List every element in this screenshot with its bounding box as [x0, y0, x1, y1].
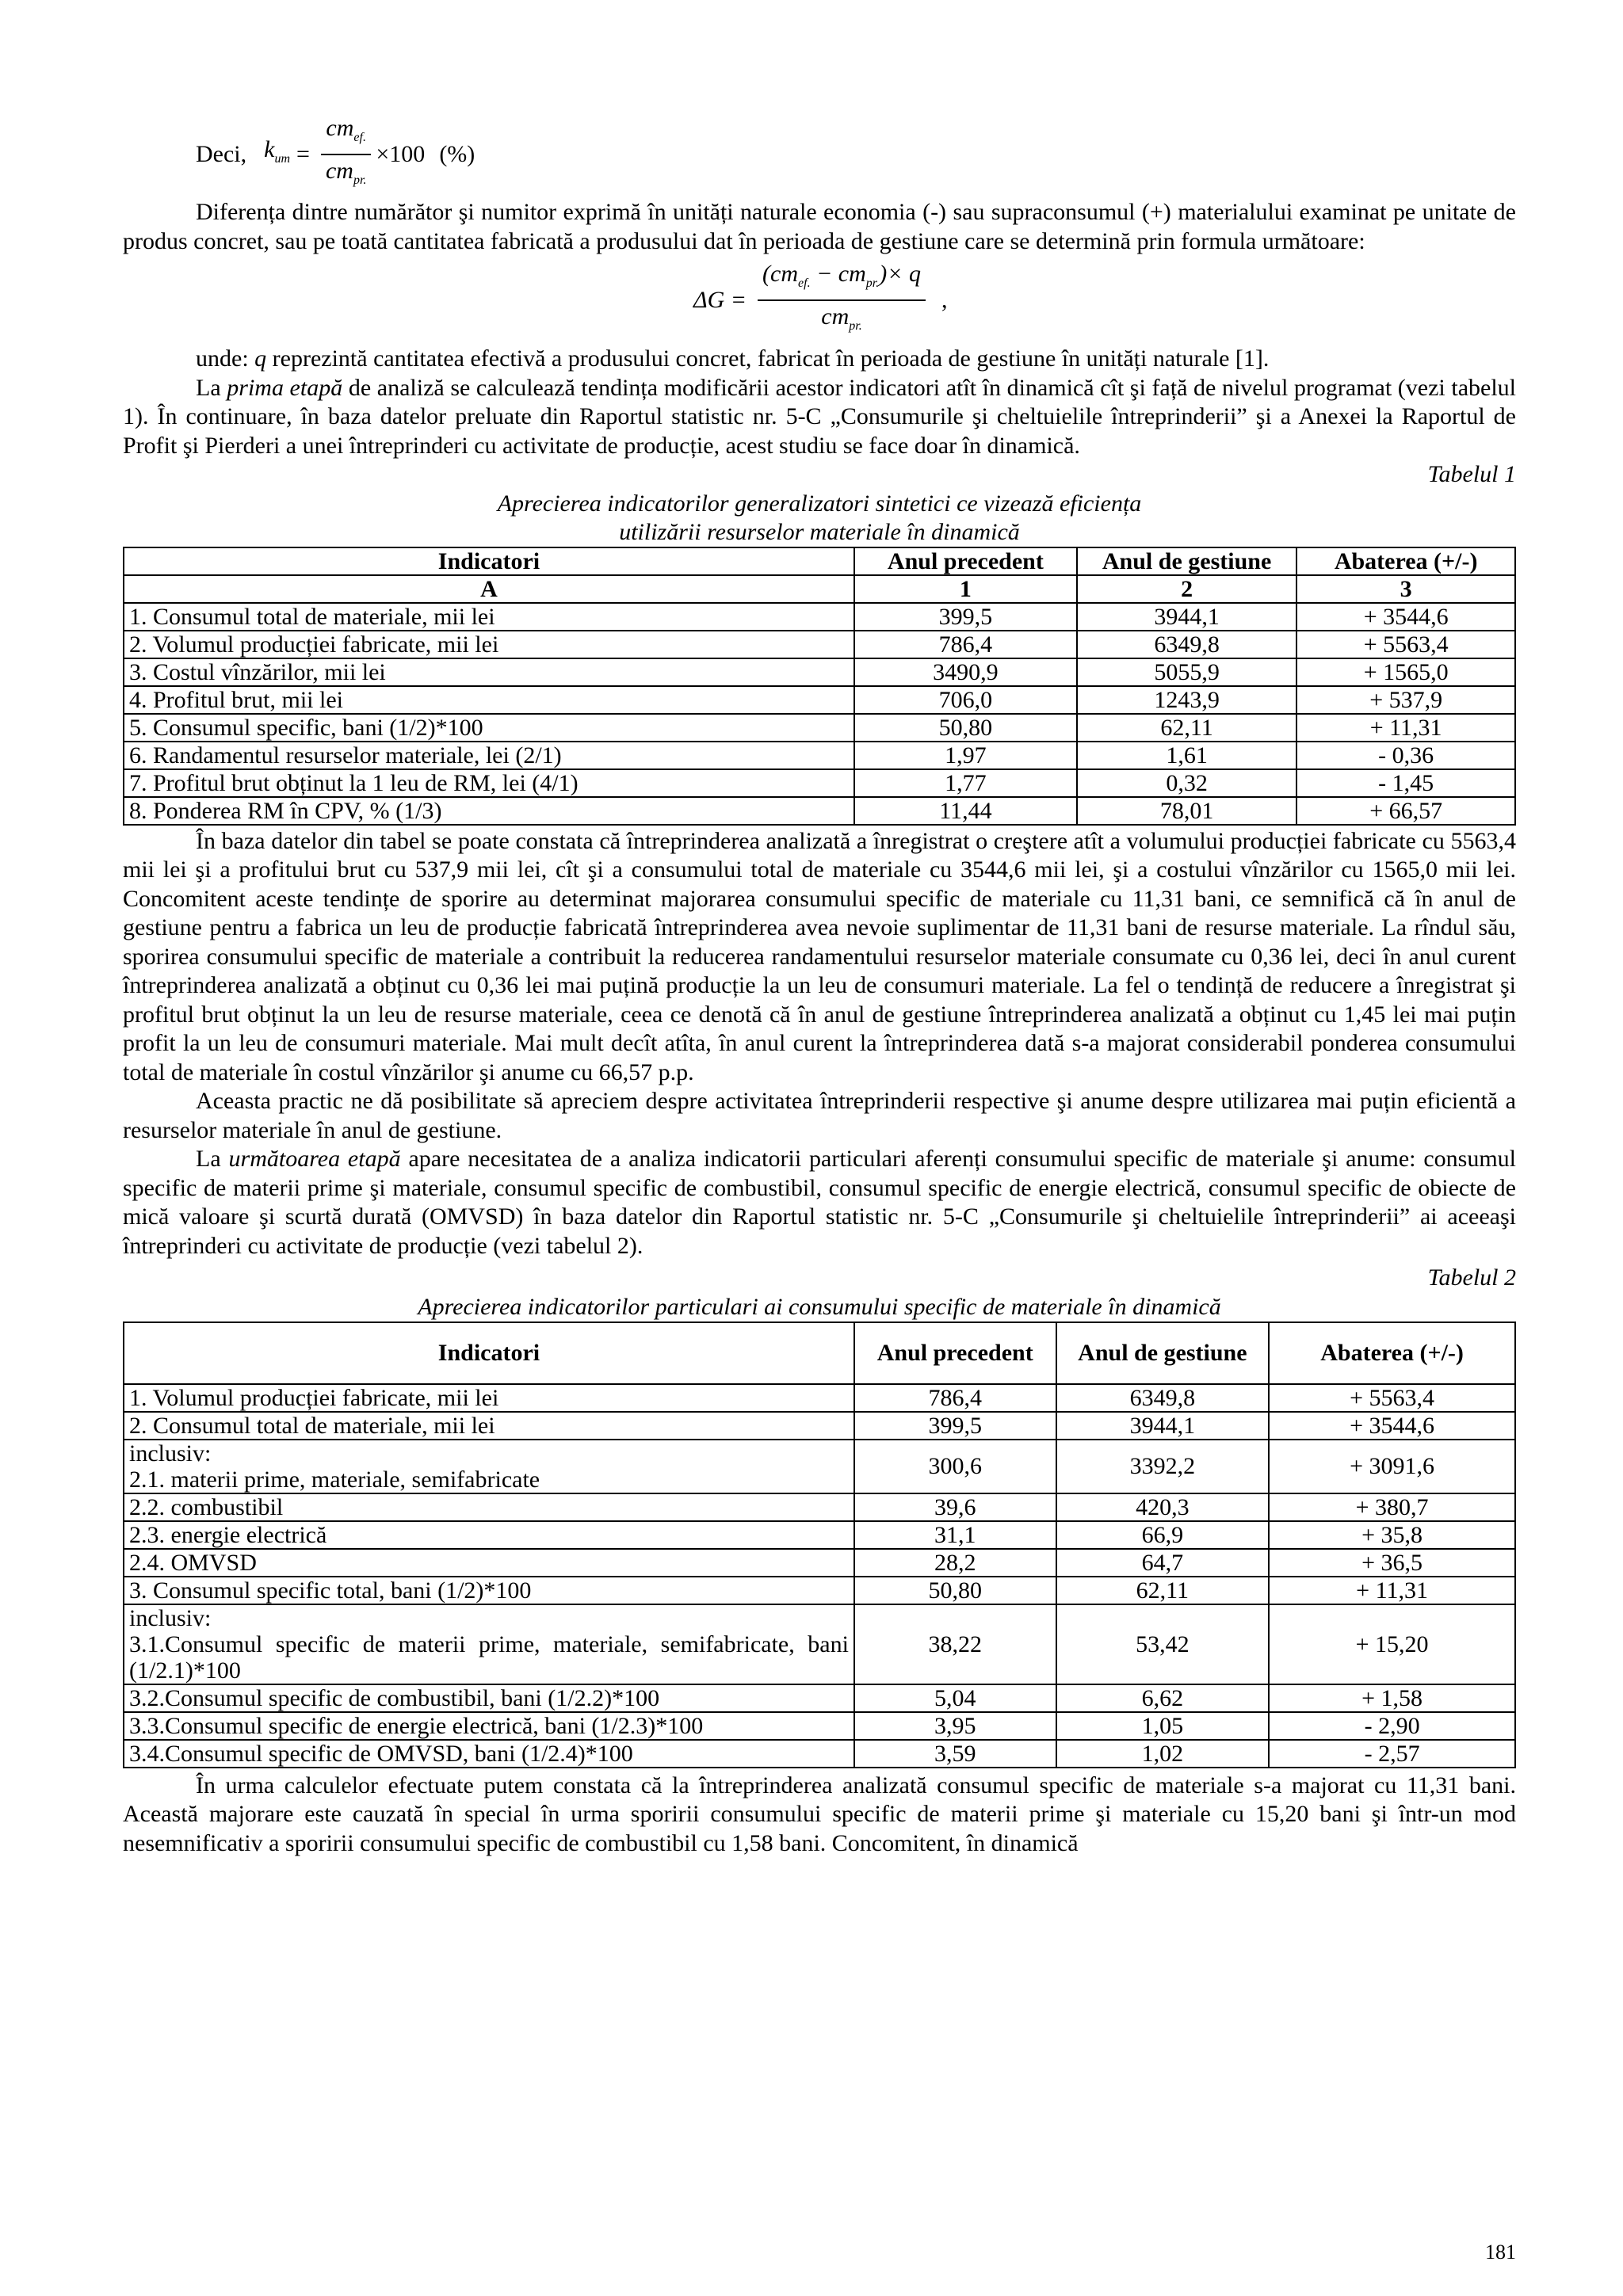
row-value: 6349,8 — [1077, 631, 1296, 658]
formula-kum: Deci, $k_{um}$ = $\frac{cm_{ef.}}{cm_{pr.}}$ ×100 (%) — [196, 111, 1516, 198]
row-label: 2. Consumul total de materiale, mii lei — [124, 1412, 854, 1440]
row-value: 786,4 — [854, 631, 1077, 658]
row-label: 1. Volumul producției fabricate, mii lei — [124, 1384, 854, 1412]
table-row — [124, 742, 1515, 769]
row-value: 1243,9 — [1077, 686, 1296, 714]
table-row — [124, 797, 1515, 825]
row-value: 50,80 — [854, 714, 1077, 742]
table2-header-row — [124, 1322, 1515, 1384]
paragraph-7: În urma calculelor efectuate putem constata că la întreprinderea analizată consumul specific de materiale s-a majorat cu 11,31 bani. Această majorare este cauzată în special în urma sporirii consumului specific de materii prime şi materiale cu 15,20 bani şi într-un mod nesemnificativ a sporirii consumului specific de combustibil cu 1,58 bani. Concomitent, în dinamică — [123, 1772, 1516, 1856]
row-value: 399,5 — [854, 1412, 1056, 1440]
table-row — [124, 769, 1515, 797]
row-value: + 3091,6 — [1269, 1440, 1515, 1493]
row-value: 1,05 — [1056, 1712, 1270, 1740]
row-value: - 2,90 — [1269, 1712, 1515, 1740]
row-value: 28,2 — [854, 1549, 1056, 1577]
row-value: 420,3 — [1056, 1493, 1270, 1521]
row-label: inclusiv: 3.1.Consumul specific de materii prime, materiale, semifabricate, bani (1/2.1)*100 — [124, 1604, 854, 1684]
row-value: 1,61 — [1077, 742, 1296, 769]
row-value: + 66,57 — [1296, 797, 1515, 825]
row-value: 3392,2 — [1056, 1440, 1270, 1493]
row-value: 3,95 — [854, 1712, 1056, 1740]
table1-colnum-row: A 1 2 3 — [124, 575, 1515, 603]
row-value: 62,11 — [1056, 1577, 1270, 1604]
table-row — [124, 714, 1515, 742]
row-value: 1,02 — [1056, 1740, 1270, 1768]
table-row — [124, 1740, 1515, 1768]
row-value: 6349,8 — [1056, 1384, 1270, 1412]
row-value: 786,4 — [854, 1384, 1056, 1412]
row-value: 62,11 — [1077, 714, 1296, 742]
row-value: 3,59 — [854, 1740, 1056, 1768]
table-row — [124, 686, 1515, 714]
row-value: + 11,31 — [1296, 714, 1515, 742]
paragraph-2: unde: q reprezintă cantitatea efectivă a produsului concret, fabricat în perioada de gestiune în unități naturale [1]. — [196, 345, 1270, 372]
row-label: 6. Randamentul resurselor materiale, lei (2/1) — [124, 742, 854, 769]
paragraph-5: Aceasta practic ne dă posibilitate să apreciem despre activitatea întreprinderii respective şi anume despre utilizarea mai puțin eficientă a resurselor materiale în anul de gestiune. — [123, 1088, 1516, 1143]
row-value: + 537,9 — [1296, 686, 1515, 714]
row-value: 706,0 — [854, 686, 1077, 714]
formula2-lhs: ΔG = — [693, 286, 747, 313]
row-value: 399,5 — [854, 603, 1077, 631]
row-value: 38,22 — [854, 1604, 1056, 1684]
table2-header: Anul de gestiune — [1056, 1322, 1270, 1384]
row-value: - 0,36 — [1296, 742, 1515, 769]
table-row — [124, 1412, 1515, 1440]
row-value: + 1,58 — [1269, 1684, 1515, 1712]
table1-title: Aprecierea indicatorilor generalizatori sintetici ce vizează eficiența utilizării resurselor materiale în dinamică — [497, 490, 1142, 545]
table1-header: Anul precedent — [854, 547, 1077, 575]
row-value: 1,77 — [854, 769, 1077, 797]
page-content — [123, 111, 1516, 1858]
row-label: 1. Consumul total de materiale, mii lei — [124, 603, 854, 631]
table-row — [124, 1577, 1515, 1604]
paragraph-1: Diferența dintre numărător şi numitor exprimă în unități naturale economia (-) sau supraconsumul (+) materialului examinat pe unitate de produs concret, sau pe toată cantitatea fabricată a produsului dat în perioada de gestiune care se determină prin formula următoare: — [123, 199, 1516, 254]
row-label: 3.3.Consumul specific de energie electrică, bani (1/2.3)*100 — [124, 1712, 854, 1740]
row-value: + 35,8 — [1269, 1521, 1515, 1549]
row-label: 3. Consumul specific total, bani (1/2)*100 — [124, 1577, 854, 1604]
table-row — [124, 1521, 1515, 1549]
page-number: 181 — [1485, 2241, 1516, 2264]
row-label: 2. Volumul producției fabricate, mii lei — [124, 631, 854, 658]
row-value: 50,80 — [854, 1577, 1056, 1604]
table1-header: Indicatori — [124, 547, 854, 575]
table-row — [124, 1493, 1515, 1521]
table-1 — [123, 547, 1516, 826]
row-value: + 3544,6 — [1269, 1412, 1515, 1440]
row-value: + 5563,4 — [1296, 631, 1515, 658]
row-value: 300,6 — [854, 1440, 1056, 1493]
row-value: 11,44 — [854, 797, 1077, 825]
formula-fraction: $\frac{cm_{ef.}}{cm_{pr.}}$ — [321, 114, 371, 196]
formula-unit: (%) — [439, 140, 475, 167]
table1-header-row — [124, 547, 1515, 575]
row-label: 4. Profitul brut, mii lei — [124, 686, 854, 714]
row-label: 8. Ponderea RM în CPV, % (1/3) — [124, 797, 854, 825]
row-value: 66,9 — [1056, 1521, 1270, 1549]
row-label: 3. Costul vînzărilor, mii lei — [124, 658, 854, 686]
table-row — [124, 631, 1515, 658]
table1-label: Tabelul 1 — [1427, 461, 1516, 487]
formula-times: ×100 — [376, 140, 426, 167]
row-value: + 36,5 — [1269, 1549, 1515, 1577]
row-value: - 2,57 — [1269, 1740, 1515, 1768]
formula2-fraction: $\frac{(cm_{ef.} - cm_{pr.})\times q}{cm_{pr.}}$ — [758, 260, 926, 341]
table2-label: Tabelul 2 — [1427, 1264, 1516, 1291]
table2-header: Indicatori — [124, 1322, 854, 1384]
row-value: 5055,9 — [1077, 658, 1296, 686]
row-label: 3.2.Consumul specific de combustibil, bani (1/2.2)*100 — [124, 1684, 854, 1712]
row-value: + 1565,0 — [1296, 658, 1515, 686]
row-value: 6,62 — [1056, 1684, 1270, 1712]
row-label: 5. Consumul specific, bani (1/2)*100 — [124, 714, 854, 742]
row-value: 3944,1 — [1056, 1412, 1270, 1440]
row-value: + 15,20 — [1269, 1604, 1515, 1684]
row-value: + 11,31 — [1269, 1577, 1515, 1604]
row-value: 1,97 — [854, 742, 1077, 769]
table-row — [124, 1384, 1515, 1412]
row-label: 2.4. OMVSD — [124, 1549, 854, 1577]
paragraph-4: În baza datelor din tabel se poate constata că întreprinderea analizată a înregistrat o creştere atît a volumului producției fabricate cu 5563,4 mii lei şi a profitului brut cu 537,9 mii lei, cît şi a consumului total de materiale cu 3544,6 mii lei, şi a costului vînzărilor cu 1565,0 mii lei. Concomitent aceste tendințe de sporire au determinat majorarea consumului specific de materiale cu 11,31 bani, ce semnifică că în anul de gestiune pentru a fabrica un leu de producție fabricată întreprinderea avea nevoie suplimentar de 11,31 bani de resurse materiale. La rîndul său, sporirea consumului specific de materiale a contribuit la reducerea randamentului resurselor materiale consumate cu 0,36 lei, deci în anul curent întreprinderea analizată a obținut cu 0,36 lei mai puțină producție la un leu de consumuri materiale. La fel o tendință de reducere a înregistrat şi profitul brut obținut la un leu de resurse materiale, ceea ce denotă că în anul de gestiune întreprinderea analizată a obținut cu 1,45 lei mai puțin profit la un leu de consumuri materiale. Mai mult decît atîta, în anul curent la întreprinderea dată s-a majorat considerabil ponderea consumului total de materiale în costul vînzărilor şi anume cu 66,57 p.p. — [123, 827, 1516, 1085]
table-row — [124, 1684, 1515, 1712]
row-label: 7. Profitul brut obținut la 1 leu de RM, lei (4/1) — [124, 769, 854, 797]
row-value: 3944,1 — [1077, 603, 1296, 631]
row-value: 31,1 — [854, 1521, 1056, 1549]
formula-lead: Deci, — [196, 140, 247, 167]
row-label: inclusiv: 2.1. materii prime, materiale, semifabricate — [124, 1440, 854, 1493]
row-label: 2.2. combustibil — [124, 1493, 854, 1521]
table2-header: Abaterea (+/-) — [1269, 1322, 1515, 1384]
table1-header: Anul de gestiune — [1077, 547, 1296, 575]
row-value: 39,6 — [854, 1493, 1056, 1521]
row-value: + 5563,4 — [1269, 1384, 1515, 1412]
row-value: + 380,7 — [1269, 1493, 1515, 1521]
row-value: 78,01 — [1077, 797, 1296, 825]
formula-lhs: $k_{um}$ — [264, 135, 291, 166]
row-label: 2.3. energie electrică — [124, 1521, 854, 1549]
paragraph-6: La următoarea etapă apare necesitatea de a analiza indicatorii particulari aferenți consumului specific de materiale şi anume: consumul specific de materii prime şi materiale, consumul specific de combustibil, consumul specific de energie electrică, consumul specific de obiecte de mică valoare şi scurtă durată (OMVSD) în baza datelor din Raportul statistic nr. 5-C „Consumurile şi cheltuielile întreprinderii” ai aceeaşi întreprinderi cu activitate de producție (vezi tabelul 2). — [123, 1146, 1517, 1259]
table-row — [124, 1712, 1515, 1740]
table-row — [124, 603, 1515, 631]
table-row — [124, 1440, 1515, 1493]
row-value: 53,42 — [1056, 1604, 1270, 1684]
row-label: 3.4.Consumul specific de OMVSD, bani (1/2.4)*100 — [124, 1740, 854, 1768]
table-2 — [123, 1322, 1516, 1768]
row-value: + 3544,6 — [1296, 603, 1515, 631]
row-value: 0,32 — [1077, 769, 1296, 797]
row-value: 3490,9 — [854, 658, 1077, 686]
row-value: 64,7 — [1056, 1549, 1270, 1577]
table2-header: Anul precedent — [854, 1322, 1056, 1384]
table-row — [124, 1604, 1515, 1684]
row-value: - 1,45 — [1296, 769, 1515, 797]
table2-title: Aprecierea indicatorilor particulari ai consumului specific de materiale în dinamică — [418, 1293, 1221, 1320]
table-row — [124, 1549, 1515, 1577]
formula-delta-g: ΔG = $\frac{(cm_{ef.} - cm_{pr.})\times q}{cm_{pr.}}$ , — [693, 256, 1516, 345]
table-row — [124, 658, 1515, 686]
table1-header: Abaterea (+/-) — [1296, 547, 1515, 575]
row-value: 5,04 — [854, 1684, 1056, 1712]
paragraph-3: La prima etapă de analiză se calculează tendința modificării acestor indicatori atît în dinamică cît şi față de nivelul programat (vezi tabelul 1). În continuare, în baza datelor preluate din Raportul statistic nr. 5-C „Consumurile şi cheltuielile întreprinderii” şi a Anexei la Raportul de Profit şi Pierderi a unei întreprinderi cu activitate de producție, acest studiu se face doar în dinamică. — [123, 374, 1517, 459]
